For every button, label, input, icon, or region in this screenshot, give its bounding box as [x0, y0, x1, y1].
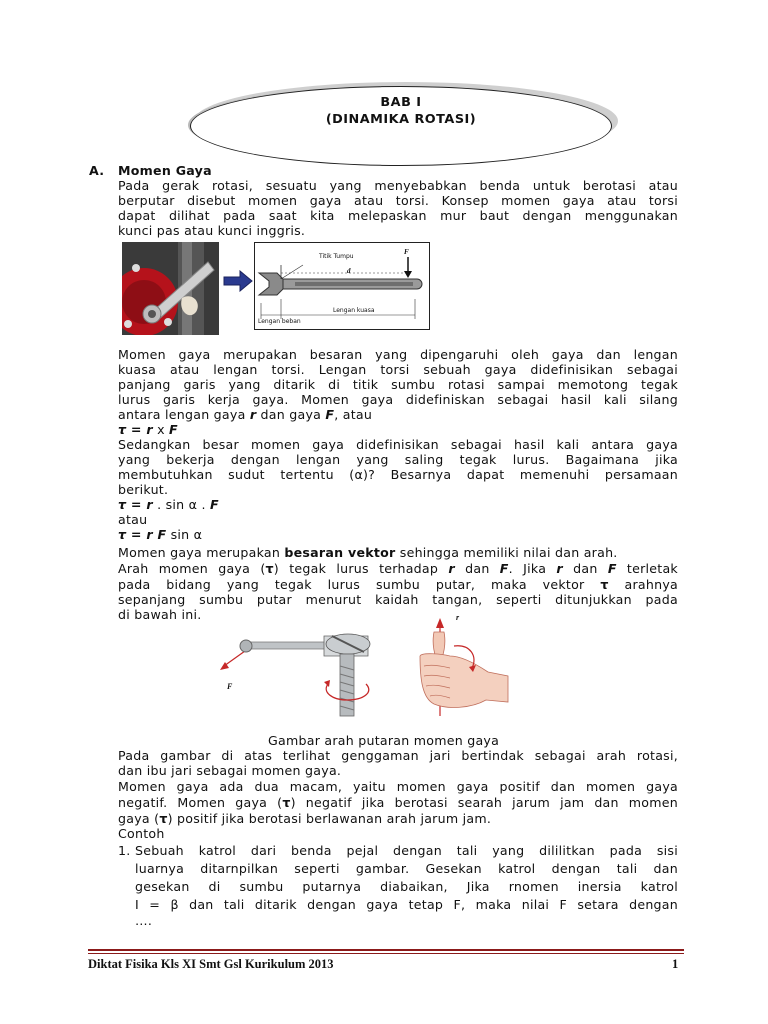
- wrench-bolt-figure: [212, 622, 392, 722]
- right-hand-figure: [412, 612, 512, 722]
- para1-line-3: dapat dilihat pada saat kita melepaskan mur baut dengan menggunakan: [118, 208, 678, 223]
- para4-line-2: di bawah ini.: [118, 607, 202, 622]
- atau-text: atau: [118, 512, 148, 527]
- lengan-kuasa-label: Lengan kuasa: [333, 307, 375, 314]
- lengan-beban-label: Lengan beban: [258, 318, 301, 325]
- para4-line-1: sepanjang sumbu putar menurut kaidah tangan, seperti ditunjukkan pada: [118, 592, 678, 607]
- example-line-3: gesekan di sumbu putarnya diabaikan, Jika rnomen inersia katrol: [135, 879, 678, 894]
- section-title: Momen Gaya: [118, 163, 212, 178]
- para1-line-1: Pada gerak rotasi, sesuatu yang menyebabkan benda untuk berotasi atau: [118, 178, 678, 193]
- figure-caption: Gambar arah putaran momen gaya: [268, 733, 500, 748]
- pivot-label: Titik Tumpu: [319, 253, 354, 260]
- hand-r-label: r: [456, 613, 460, 622]
- example-line-5: ….: [135, 913, 153, 928]
- para3-line-3: membutuhkan sudut tertentu (α)? Besarnya dapat memenuhi persamaan: [118, 467, 678, 482]
- equation-cross-product: τ = r x F: [118, 422, 178, 437]
- d-label: d: [347, 267, 351, 275]
- section-letter: A.: [89, 163, 105, 178]
- page-number: 1: [672, 957, 679, 971]
- para2-line-1: Momen gaya merupakan besaran yang dipengaruhi oleh gaya dan lengan: [118, 347, 678, 362]
- para2-line-5: antara lengan gaya r dan gaya F, atau: [118, 407, 373, 422]
- positive-torque-line: gaya (τ) positif jika berotasi berlawanan arah jarum jam.: [118, 811, 492, 826]
- chapter-title: (DINAMIKA ROTASI): [325, 112, 477, 127]
- arah-line-2: pada bidang yang tegak lurus sumbu putar, maka vektor τ arahnya: [118, 577, 678, 592]
- footer-title: Diktat Fisika Kls XI Smt Gsl Kurikulum 2013: [88, 957, 334, 971]
- example-line-2: luarnya ditarnpilkan seperti gambar. Gesekan katrol dengan tali dan: [135, 861, 678, 876]
- para2-line-4: lurus garis kerja gaya. Momen gaya didefiniskan sebagai hasil kali silang: [118, 392, 678, 407]
- wrench-diagram: [254, 242, 430, 330]
- equation-rf-sin: τ = r F sin α: [118, 527, 203, 542]
- vector-line: Momen gaya merupakan besaran vektor sehingga memiliki nilai dan arah.: [118, 545, 618, 560]
- para3-line-4: berikut.: [118, 482, 169, 497]
- equation-sin-alpha: τ = r . sin α . F: [118, 497, 219, 512]
- para1-line-2: berputar disebut momen gaya atau torsi. Konsep momen gaya atau torsi: [118, 193, 678, 208]
- negative-torque-line: negatif. Momen gaya (τ) negatif jika berotasi searah jarum jam dan momen: [118, 795, 678, 810]
- para2-line-2: kuasa atau lengan torsi. Lengan torsi sebuah gaya didefinisikan sebagai: [118, 362, 678, 377]
- wrench-f-label: F: [227, 682, 233, 691]
- chapter-number: BAB I: [380, 95, 422, 110]
- para5-line-1: Pada gambar di atas terlihat genggaman jari bertindak sebagai arah rotasi,: [118, 748, 678, 763]
- example-number: 1.: [118, 843, 131, 858]
- arrow-icon: [223, 270, 253, 292]
- example-line-4: I = β dan tali ditarik dengan gaya tetap F, maka nilai F setara dengan: [135, 897, 678, 912]
- para3-line-1: Sedangkan besar momen gaya didefinisikan sebagai hasil kali antara gaya: [118, 437, 678, 452]
- example-line-1: Sebuah katrol dari benda pejal dengan tali yang dililitkan pada sisi: [135, 843, 678, 858]
- footer-rule: [88, 949, 684, 951]
- para2-line-3: panjang garis yang ditarik di titik sumbu rotasi sampai memotong tegak: [118, 377, 678, 392]
- arah-line-1: Arah momen gaya (τ) tegak lurus terhadap r dan F. Jika r dan F terletak: [118, 561, 678, 576]
- contoh-heading: Contoh: [118, 826, 165, 841]
- wrench-photo: [122, 242, 219, 335]
- footer-rule-thin: [88, 953, 684, 954]
- para5-line-3: Momen gaya ada dua macam, yaitu momen gaya positif dan momen gaya: [118, 779, 678, 794]
- para5-line-2: dan ibu jari sebagai momen gaya.: [118, 763, 342, 778]
- f-label: F: [404, 248, 409, 256]
- para1-line-4: kunci pas atau kunci inggris.: [118, 223, 306, 238]
- para3-line-2: yang bekerja dengan lengan yang saling tegak lurus. Bagaimana jika: [118, 452, 678, 467]
